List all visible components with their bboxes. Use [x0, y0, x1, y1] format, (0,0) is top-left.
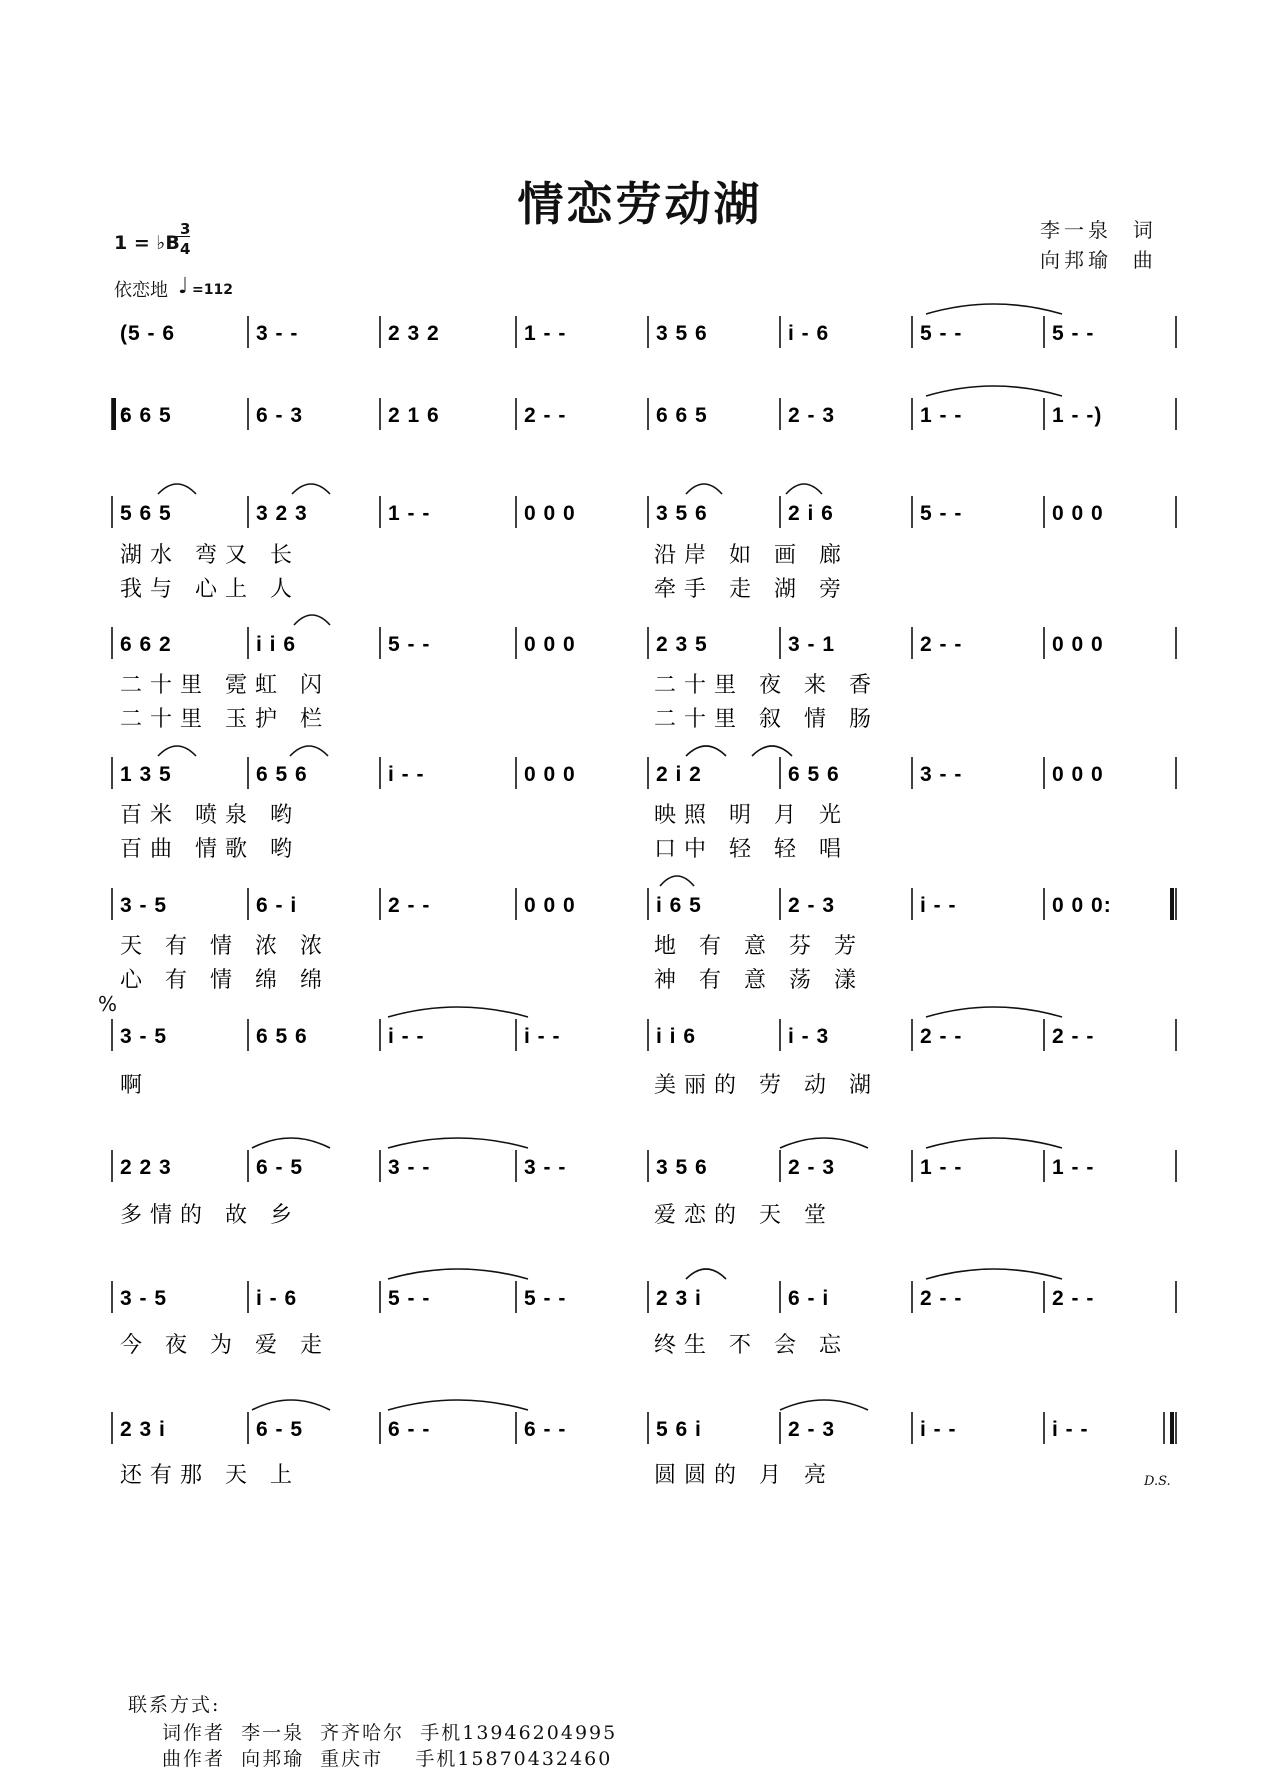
tie-arc — [926, 304, 1062, 314]
tie-arc — [926, 1007, 1062, 1017]
lyric-line: 地 有 意 芬 芳 — [654, 934, 864, 959]
measure-notes: 1 - - — [524, 322, 567, 345]
measure-notes: i - - — [388, 763, 425, 786]
time-signature-numerator: 3 — [180, 220, 191, 238]
tie-arc — [780, 1138, 868, 1148]
measure-notes: i i 6 — [256, 633, 297, 656]
measure-notes: 2 - - — [524, 404, 567, 427]
measure-notes: 0 0 0 — [1052, 502, 1104, 525]
measure-notes: 6 - - — [388, 1418, 431, 1441]
lyric-line: 还有那 天 上 — [120, 1463, 300, 1488]
lyric-line: 二十里 叙 情 肠 — [654, 707, 879, 732]
tie-arc — [686, 484, 722, 494]
measure-notes: 3 - - — [388, 1156, 431, 1179]
measure-notes: 6 6 2 — [120, 633, 172, 656]
measure-notes: 2 - - — [388, 894, 431, 917]
measure-notes: 5 - - — [524, 1287, 567, 1310]
measure-notes: i 6 5 — [656, 894, 702, 917]
lyric-line: 我与 心上 人 — [120, 577, 300, 602]
lyric-line: 天 有 情 浓 浓 — [120, 934, 330, 959]
tie-arc — [388, 1007, 528, 1017]
measure-notes: 3 - - — [920, 763, 963, 786]
lyric-line: 口中 轻 轻 唱 — [654, 837, 849, 862]
measure-notes: i - - — [920, 894, 957, 917]
measure-notes: 1 - - — [920, 1156, 963, 1179]
measure-notes: 6 - 3 — [256, 404, 304, 427]
tie-arc — [926, 386, 1062, 396]
composer-credit: 向邦瑜 曲 — [1040, 248, 1157, 272]
measure-notes: 2 i 6 — [788, 502, 834, 525]
measure-notes: 6 - - — [524, 1418, 567, 1441]
lyric-line: 映照 明 月 光 — [654, 803, 849, 828]
measure-notes: 2 i 2 — [656, 763, 702, 786]
tie-arc — [926, 1269, 1062, 1279]
lyric-line: 爱恋的 天 堂 — [654, 1203, 834, 1228]
measure-notes: 2 3 5 — [656, 633, 708, 656]
measure-notes: 6 5 6 — [256, 763, 308, 786]
measure-notes: 2 3 2 — [388, 322, 440, 345]
lyric-line: 牵手 走 湖 旁 — [654, 577, 849, 602]
tie-arc — [388, 1138, 528, 1148]
measure-notes: 2 3 i — [656, 1287, 702, 1310]
measure-notes: i - 3 — [788, 1025, 830, 1048]
measure-notes: 0 0 0 — [1052, 763, 1104, 786]
tie-arc — [660, 876, 694, 886]
lyricist-credit: 李一泉 词 — [1040, 218, 1157, 242]
measure-notes: 2 - - — [920, 1287, 963, 1310]
lyric-line: 二十里 夜 来 香 — [654, 673, 879, 698]
lyric-line: 啊 — [120, 1073, 151, 1098]
measure-notes: i - - — [920, 1418, 957, 1441]
contact-label: 联系方式: — [128, 1694, 221, 1716]
segno-sign: % — [98, 992, 118, 1016]
measure-notes: 5 - - — [388, 633, 431, 656]
measure-notes: 0 0 0 — [524, 502, 576, 525]
measure-notes: 6 5 6 — [788, 763, 840, 786]
measure-notes: 6 - i — [256, 894, 298, 917]
tie-arc — [294, 615, 330, 625]
measure-notes: 3 2 3 — [256, 502, 308, 525]
measure-notes: 2 1 6 — [388, 404, 440, 427]
tie-arc — [686, 746, 726, 756]
measure-notes: 0 0 0 — [524, 633, 576, 656]
lyric-line: 二十里 霓虹 闪 — [120, 673, 330, 698]
measure-notes: i - - — [388, 1025, 425, 1048]
measure-notes: 5 6 i — [656, 1418, 702, 1441]
measure-notes: 2 - 3 — [788, 1156, 836, 1179]
measure-notes: 1 - - — [388, 502, 431, 525]
measure-notes: 2 2 3 — [120, 1156, 172, 1179]
measure-notes: 6 6 5 — [120, 404, 172, 427]
measure-notes: 0 0 0: — [1052, 894, 1112, 917]
contact-line-lyricist: 词作者 李一泉 齐齐哈尔 手机13946204995 — [162, 1722, 618, 1744]
tie-arc — [388, 1269, 528, 1279]
tie-arc — [686, 1269, 726, 1279]
measure-notes: 2 - - — [1052, 1287, 1095, 1310]
measure-notes: 2 - 3 — [788, 404, 836, 427]
measure-notes: 0 0 0 — [1052, 633, 1104, 656]
key-signature: 1 = ♭B — [114, 232, 180, 254]
measure-notes: 1 - - — [920, 404, 963, 427]
tempo-expression: 依恋地 — [114, 280, 168, 301]
lyric-line: 百米 喷泉 哟 — [120, 803, 300, 828]
measure-notes: 5 6 5 — [120, 502, 172, 525]
lyric-line: 湖水 弯又 长 — [120, 543, 300, 568]
measure-notes: i - 6 — [256, 1287, 298, 1310]
measure-notes: 3 5 6 — [656, 1156, 708, 1179]
tie-arc — [158, 484, 196, 494]
measure-notes: 3 - - — [524, 1156, 567, 1179]
measure-notes: 5 - - — [920, 502, 963, 525]
song-title: 情恋劳动湖 — [517, 177, 763, 231]
lyric-line: 沿岸 如 画 廊 — [654, 543, 849, 568]
measure-notes: 3 5 6 — [656, 322, 708, 345]
tie-arc — [290, 746, 328, 756]
time-signature-denominator: 4 — [180, 240, 191, 258]
measure-notes: 5 - - — [920, 322, 963, 345]
measure-notes: 5 - - — [1052, 322, 1095, 345]
measure-notes: 3 - - — [256, 322, 299, 345]
measure-notes: i i 6 — [656, 1025, 697, 1048]
measure-notes: 6 5 6 — [256, 1025, 308, 1048]
lyric-line: 二十里 玉护 栏 — [120, 707, 330, 732]
tie-arc — [292, 484, 330, 494]
measure-notes: 6 - i — [788, 1287, 830, 1310]
measure-notes: 2 - 3 — [788, 894, 836, 917]
lyric-line: 今 夜 为 爱 走 — [120, 1333, 330, 1358]
measure-notes: 2 3 i — [120, 1418, 166, 1441]
measure-notes: 1 - -) — [1052, 404, 1103, 427]
measure-notes: 3 - 1 — [788, 633, 836, 656]
measure-notes: 6 6 5 — [656, 404, 708, 427]
lyric-line: 美丽的 劳 动 湖 — [654, 1073, 879, 1098]
measure-notes: 3 - 5 — [120, 1025, 168, 1048]
measure-notes: 2 - - — [920, 1025, 963, 1048]
measure-notes: 2 - 3 — [788, 1418, 836, 1441]
measure-notes: 5 - - — [388, 1287, 431, 1310]
lyric-line: 圆圆的 月 亮 — [654, 1463, 834, 1488]
lyric-line: 神 有 意 荡 漾 — [654, 968, 864, 993]
tie-arc — [926, 1138, 1062, 1148]
tie-arc — [388, 1400, 528, 1410]
measure-notes: 6 - 5 — [256, 1156, 304, 1179]
measure-notes: 2 - - — [920, 633, 963, 656]
tie-arc — [780, 1400, 868, 1410]
tie-arc — [752, 746, 792, 756]
measure-notes: 0 0 0 — [524, 894, 576, 917]
tie-arc — [252, 1138, 330, 1148]
measure-notes: i - - — [524, 1025, 561, 1048]
measure-notes: 3 5 6 — [656, 502, 708, 525]
measure-notes: 1 - - — [1052, 1156, 1095, 1179]
lyric-line: 百曲 情歌 哟 — [120, 837, 300, 862]
contact-line-composer: 曲作者 向邦瑜 重庆市 手机15870432460 — [162, 1748, 613, 1770]
measure-notes: 0 0 0 — [524, 763, 576, 786]
measure-notes: 1 3 5 — [120, 763, 172, 786]
tie-arc — [786, 484, 822, 494]
quarter-note-icon: ♩ — [178, 274, 189, 299]
lyric-line: 多情的 故 乡 — [120, 1203, 300, 1228]
ds-mark: D.S. — [1144, 1474, 1171, 1489]
measure-notes: 3 - 5 — [120, 894, 168, 917]
measure-notes: 2 - - — [1052, 1025, 1095, 1048]
measure-notes: i - 6 — [788, 322, 830, 345]
lyric-line: 心 有 情 绵 绵 — [120, 968, 330, 993]
tie-arc — [252, 1400, 330, 1410]
tie-arc — [158, 746, 196, 756]
measure-notes: 6 - 5 — [256, 1418, 304, 1441]
tempo-value: =112 — [192, 282, 233, 298]
lyric-line: 终生 不 会 忘 — [654, 1333, 849, 1358]
measure-notes: i - - — [1052, 1418, 1089, 1441]
measure-notes: (5 - 6 — [120, 322, 176, 345]
measure-notes: 3 - 5 — [120, 1287, 168, 1310]
